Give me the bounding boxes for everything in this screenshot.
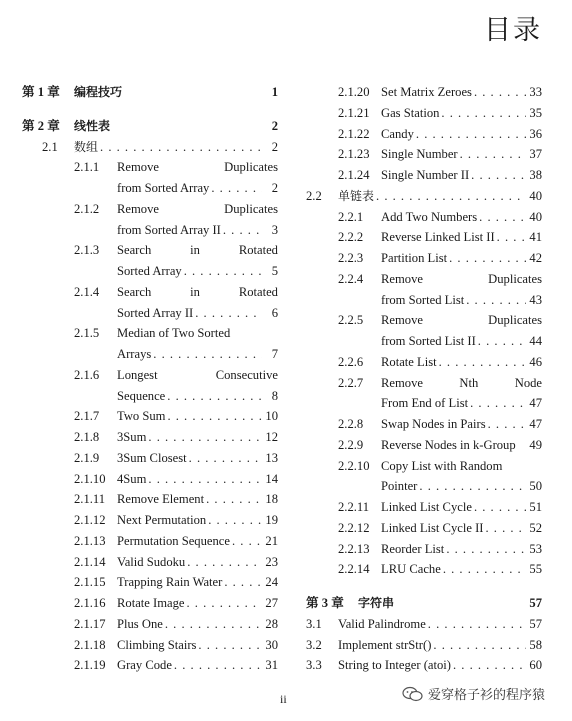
dot-leader <box>222 572 262 593</box>
toc-title-word: in <box>190 243 200 258</box>
toc-entry[interactable] <box>22 157 278 178</box>
dot-leader <box>206 510 262 531</box>
toc-entry[interactable] <box>22 593 278 614</box>
toc-title-word: Rotated <box>238 243 278 258</box>
toc-number: 2.1.22 <box>338 126 370 141</box>
toc-number: 2.2.2 <box>338 230 364 245</box>
toc-entry[interactable] <box>306 559 542 580</box>
toc-title: Plus One <box>117 616 163 631</box>
toc-entry[interactable] <box>306 373 542 394</box>
dot-leader <box>437 352 526 373</box>
toc-number: 2.1.17 <box>74 616 106 631</box>
toc-title-word: Nth <box>459 375 479 390</box>
toc-chapter[interactable] <box>22 116 278 137</box>
toc-entry[interactable] <box>306 103 542 124</box>
toc-title: Sequence <box>117 388 166 403</box>
toc-page-number: 2 <box>271 181 278 195</box>
toc-page-number: 31 <box>265 658 278 673</box>
wechat-icon <box>402 686 424 702</box>
toc-title: 线性表 <box>74 118 111 133</box>
toc-page-number: 43 <box>529 292 542 307</box>
dot-leader <box>209 178 262 199</box>
dot-leader <box>444 539 526 560</box>
toc-title-word: Duplicates <box>488 313 542 328</box>
toc-page-number: 2 <box>271 139 278 154</box>
toc-entry-continuation[interactable] <box>22 220 278 241</box>
toc-title: Valid Palindrome <box>338 616 426 631</box>
toc-page-number: 33 <box>529 85 542 99</box>
watermark <box>402 684 545 703</box>
dot-leader <box>495 227 526 248</box>
toc-number: 2.1.18 <box>74 637 106 652</box>
toc-title-word: Duplicates <box>224 201 278 216</box>
toc-number: 2.1.2 <box>74 201 100 216</box>
toc-page-number: 47 <box>529 396 542 411</box>
section-gap <box>22 103 278 116</box>
toc-title: String to Integer (atoi) <box>338 658 451 673</box>
toc-title: Reverse Nodes in k-Group <box>381 437 516 452</box>
toc-title: Linked List Cycle II <box>381 520 484 535</box>
toc-entry-continuation[interactable] <box>306 393 542 414</box>
toc-entry-continuation[interactable] <box>306 331 542 352</box>
toc-entry[interactable] <box>22 137 278 158</box>
toc-page-number: 57 <box>529 616 542 631</box>
toc-number: 2.2.3 <box>338 251 364 265</box>
toc-entry[interactable] <box>22 427 278 448</box>
dot-leader <box>182 261 262 282</box>
toc-entry[interactable] <box>306 518 542 539</box>
toc-title: from Sorted List <box>381 292 465 307</box>
toc-entry[interactable] <box>306 352 542 373</box>
toc-number: 2.1.15 <box>74 575 106 590</box>
toc-entry[interactable] <box>306 539 542 560</box>
toc-title: Add Two Numbers <box>381 209 478 224</box>
toc-title-word: Duplicates <box>224 160 278 175</box>
toc-title: from Sorted Array <box>117 181 210 195</box>
toc-number: 2.1.16 <box>74 596 106 610</box>
toc-page-number: 8 <box>271 388 278 403</box>
toc-entry[interactable] <box>306 124 542 145</box>
toc-title <box>117 282 278 303</box>
toc-entry[interactable] <box>22 614 278 635</box>
toc-title-word: Search <box>117 284 152 299</box>
toc-title: Single Number <box>381 147 458 162</box>
toc-column-left <box>22 82 278 676</box>
toc-number: 2.1.20 <box>338 85 370 99</box>
toc-entry[interactable] <box>306 435 542 456</box>
toc-entry[interactable] <box>306 456 542 477</box>
dot-leader <box>414 124 526 145</box>
toc-page-number: 30 <box>265 637 278 652</box>
toc-title <box>117 240 278 261</box>
toc-entry-continuation[interactable] <box>22 386 278 407</box>
toc-page-number: 7 <box>271 347 278 361</box>
toc-entry[interactable] <box>306 497 542 518</box>
toc-number: 2.2.6 <box>338 354 364 369</box>
toc-number: 第 2 章 <box>22 118 60 133</box>
toc-entry-continuation[interactable] <box>306 476 542 497</box>
toc-title: LRU Cache <box>381 562 441 577</box>
toc-title: 3Sum Closest <box>117 450 187 465</box>
dot-leader <box>472 82 526 103</box>
toc-entry[interactable] <box>22 323 278 344</box>
toc-page-number: 46 <box>529 354 542 369</box>
toc-entry[interactable] <box>306 414 542 435</box>
toc-entry[interactable] <box>306 186 542 207</box>
page-title: 目录 <box>484 15 542 46</box>
toc-title: Pointer <box>381 479 418 494</box>
toc-number: 2.2.12 <box>338 520 370 535</box>
toc-number: 2.2.5 <box>338 313 364 328</box>
toc-title-word: Remove <box>117 201 159 216</box>
toc-entry[interactable] <box>22 552 278 573</box>
toc-title: Remove Element <box>117 492 205 507</box>
dot-leader <box>431 635 526 656</box>
dot-leader <box>417 476 526 497</box>
toc-number: 2.1.24 <box>338 168 370 182</box>
toc-entry[interactable] <box>306 635 542 656</box>
toc-page-number: 52 <box>529 520 542 535</box>
toc-title: Sorted Array II <box>117 305 194 320</box>
toc-entry[interactable] <box>22 365 278 386</box>
toc-column-right <box>306 82 542 676</box>
toc-title: from Sorted Array II <box>117 222 221 237</box>
section-gap <box>306 580 542 593</box>
toc-entry-continuation[interactable] <box>22 178 278 199</box>
toc-entry-continuation[interactable] <box>22 303 278 324</box>
dot-leader <box>196 635 262 656</box>
toc-page-number: 53 <box>529 541 542 556</box>
dot-leader <box>469 165 526 186</box>
page-number: ii <box>280 692 287 706</box>
toc-entry[interactable] <box>306 227 542 248</box>
dot-leader <box>163 614 262 635</box>
toc-page-number: 5 <box>271 264 278 278</box>
toc-title <box>381 310 542 331</box>
toc-title: 字符串 <box>358 596 395 610</box>
toc-entry[interactable] <box>306 207 542 228</box>
toc-page-number: 55 <box>529 562 542 577</box>
toc-number: 3.2 <box>306 637 322 652</box>
toc-title-word: Search <box>117 243 152 258</box>
toc-number: 2.1.23 <box>338 147 370 162</box>
toc-entry[interactable] <box>22 489 278 510</box>
toc-number: 2.2.7 <box>338 375 364 390</box>
toc-page-number: 49 <box>529 437 542 452</box>
toc-number: 2.1.10 <box>74 471 106 486</box>
toc-entry[interactable] <box>22 635 278 656</box>
toc-number: 3.1 <box>306 616 322 631</box>
toc-number: 2.1.11 <box>74 492 106 507</box>
toc-page-number: 41 <box>529 230 542 245</box>
dot-leader <box>477 207 526 228</box>
toc-title: Gas Station <box>381 105 440 120</box>
toc-title: From End of List <box>381 396 469 411</box>
toc-number: 2.2.1 <box>338 209 364 224</box>
toc-title-word: Duplicates <box>488 271 542 286</box>
toc-title <box>381 269 542 290</box>
toc-title: Implement strStr() <box>338 637 432 652</box>
toc-title: Climbing Stairs <box>117 637 197 652</box>
toc-entry[interactable] <box>306 248 542 269</box>
toc-page-number: 18 <box>265 492 278 507</box>
dot-leader <box>468 393 526 414</box>
dot-leader <box>447 248 526 269</box>
toc-page-number: 27 <box>265 596 278 610</box>
toc-page-number: 50 <box>529 479 542 494</box>
toc-page-number: 47 <box>529 417 542 431</box>
dot-leader <box>230 531 262 552</box>
toc-title: Permutation Sequence <box>117 533 230 548</box>
toc-entry-continuation[interactable] <box>22 261 278 282</box>
toc-number: 2.1.6 <box>74 367 100 382</box>
toc-page-number: 10 <box>265 409 278 424</box>
toc-title: 4Sum <box>117 471 147 486</box>
toc-title: 单链表 <box>338 188 375 203</box>
toc-number: 2.1.8 <box>74 430 100 444</box>
toc-number: 2.1.1 <box>74 160 100 175</box>
dot-leader <box>486 414 526 435</box>
toc-number: 2.1.9 <box>74 450 100 465</box>
toc-page-number: 28 <box>265 616 278 631</box>
toc-number: 2.2.13 <box>338 541 370 556</box>
dot-leader <box>151 344 262 365</box>
toc-entry[interactable] <box>22 282 278 303</box>
toc-page-number: 42 <box>529 251 542 265</box>
toc-number: 2.1.5 <box>74 326 100 341</box>
dot-leader <box>172 655 262 676</box>
toc-chapter[interactable] <box>22 82 278 103</box>
toc-number: 第 1 章 <box>22 85 60 99</box>
dot-leader <box>193 303 262 324</box>
toc-title-word: Node <box>514 375 542 390</box>
dot-leader <box>374 186 526 207</box>
toc-title: Trapping Rain Water <box>117 575 223 590</box>
toc-entry-continuation[interactable] <box>306 290 542 311</box>
toc-page-number: 3 <box>271 222 278 237</box>
toc-title: Partition List <box>381 251 448 265</box>
toc-page-number: 37 <box>529 147 542 162</box>
toc-page-number: 51 <box>529 500 542 514</box>
toc-title: Rotate Image <box>117 596 185 610</box>
dot-leader <box>458 144 526 165</box>
toc-title: Two Sum <box>117 409 166 424</box>
toc-title: Sorted Array <box>117 264 182 278</box>
toc-title-word: Rotated <box>238 284 278 299</box>
toc-number: 2.1 <box>42 139 58 154</box>
dot-leader <box>146 427 262 448</box>
toc-chapter[interactable] <box>306 593 542 614</box>
toc-number: 3.3 <box>306 658 322 673</box>
toc-entry[interactable] <box>306 310 542 331</box>
toc-title: Set Matrix Zeroes <box>381 85 472 99</box>
toc-entry[interactable] <box>306 82 542 103</box>
dot-leader <box>221 220 262 241</box>
dot-leader <box>439 103 526 124</box>
toc-title <box>117 365 278 386</box>
toc-title: Reorder List <box>381 541 445 556</box>
dot-leader <box>185 552 262 573</box>
toc-page-number: 12 <box>265 430 278 444</box>
toc-number: 2.2.11 <box>338 500 370 514</box>
dot-leader <box>185 593 263 614</box>
toc-title: 3Sum <box>117 430 147 444</box>
toc-entry[interactable] <box>22 469 278 490</box>
dot-leader <box>476 331 526 352</box>
dot-leader <box>441 559 526 580</box>
toc-entry[interactable] <box>22 510 278 531</box>
toc-title: Gray Code <box>117 658 172 673</box>
toc-title-word: Consecutive <box>215 367 278 382</box>
toc-page-number: 35 <box>529 105 542 120</box>
toc-page-number: 1 <box>271 85 278 99</box>
toc-title-word: Remove <box>381 375 423 390</box>
toc-number: 第 3 章 <box>306 596 344 610</box>
toc-title: Copy List with Random <box>381 458 503 473</box>
toc-page-number: 13 <box>265 450 278 465</box>
toc-page-number: 14 <box>265 471 278 486</box>
toc-title: Reverse Linked List II <box>381 230 495 245</box>
dot-leader <box>472 497 526 518</box>
toc-title: 编程技巧 <box>74 85 123 99</box>
toc-page-number: 36 <box>529 126 542 141</box>
toc-page-number: 40 <box>529 209 542 224</box>
toc-number: 2.1.19 <box>74 658 106 673</box>
toc-title-word: in <box>190 284 200 299</box>
toc-title-word: Longest <box>117 367 158 382</box>
toc-page-number: 24 <box>265 575 278 590</box>
toc-title: from Sorted List II <box>381 334 476 348</box>
toc-page-number: 21 <box>265 533 278 548</box>
dot-leader <box>187 448 262 469</box>
watermark-text: 爱穿格子衫的程序猿 <box>428 688 546 703</box>
toc-entry[interactable] <box>306 655 542 676</box>
toc-entry[interactable] <box>22 572 278 593</box>
toc-title: Linked List Cycle <box>381 500 472 514</box>
dot-leader <box>146 469 262 490</box>
toc-entry[interactable] <box>306 144 542 165</box>
toc-entry[interactable] <box>22 531 278 552</box>
toc-title <box>117 199 278 220</box>
dot-leader <box>426 614 526 635</box>
toc-page-number: 57 <box>529 596 542 610</box>
toc-number: 2.1.3 <box>74 243 100 258</box>
toc-title-word: Remove <box>381 271 423 286</box>
toc-number: 2.2.8 <box>338 417 364 431</box>
toc-page-number: 2 <box>271 118 278 133</box>
toc-number: 2.1.13 <box>74 533 106 548</box>
toc-number: 2.1.21 <box>338 105 370 120</box>
dot-leader <box>451 655 526 676</box>
toc-title <box>117 157 278 178</box>
dot-leader <box>483 518 526 539</box>
toc-title-word: Remove <box>117 160 159 175</box>
toc-entry[interactable] <box>306 614 542 635</box>
toc-number: 2.2.10 <box>338 458 370 473</box>
toc-number: 2.1.14 <box>74 554 106 569</box>
toc-title: Single Number II <box>381 168 470 182</box>
toc-entry-continuation[interactable] <box>22 344 278 365</box>
toc-title: Swap Nodes in Pairs <box>381 417 486 431</box>
toc-title: Rotate List <box>381 354 437 369</box>
toc-page-number: 19 <box>265 513 278 527</box>
toc-entry[interactable] <box>22 240 278 261</box>
toc-page-number: 44 <box>529 334 542 348</box>
dot-leader <box>165 386 262 407</box>
toc-entry[interactable] <box>22 199 278 220</box>
toc-page-number: 60 <box>529 658 542 673</box>
toc-entry[interactable] <box>22 655 278 676</box>
toc-page-number: 38 <box>529 168 542 182</box>
dot-leader <box>165 406 262 427</box>
toc-page-number: 58 <box>529 637 542 652</box>
toc-entry[interactable] <box>306 165 542 186</box>
toc-number: 2.1.4 <box>74 284 100 299</box>
toc-number: 2.2.9 <box>338 437 364 452</box>
dot-leader <box>464 290 526 311</box>
toc-number: 2.2 <box>306 188 322 203</box>
toc-entry[interactable] <box>22 448 278 469</box>
dot-leader <box>204 489 262 510</box>
dot-leader <box>98 137 262 158</box>
toc-page-number: 23 <box>265 554 278 569</box>
toc-title: Arrays <box>117 347 152 361</box>
toc-number: 2.2.14 <box>338 562 370 577</box>
toc-title <box>381 373 542 394</box>
toc-title: Next Permutation <box>117 513 207 527</box>
toc-title: Median of Two Sorted <box>117 326 231 341</box>
toc-title: Candy <box>381 126 414 141</box>
toc-number: 2.2.4 <box>338 271 364 286</box>
toc-title: Valid Sudoku <box>117 554 186 569</box>
toc-title-word: Remove <box>381 313 423 328</box>
toc-number: 2.1.12 <box>74 513 106 527</box>
toc-page-number: 6 <box>271 305 278 320</box>
toc-title: 数组 <box>74 139 99 154</box>
toc-number: 2.1.7 <box>74 409 100 424</box>
toc-entry[interactable] <box>306 269 542 290</box>
toc-entry[interactable] <box>22 406 278 427</box>
toc-page-number: 40 <box>529 188 542 203</box>
